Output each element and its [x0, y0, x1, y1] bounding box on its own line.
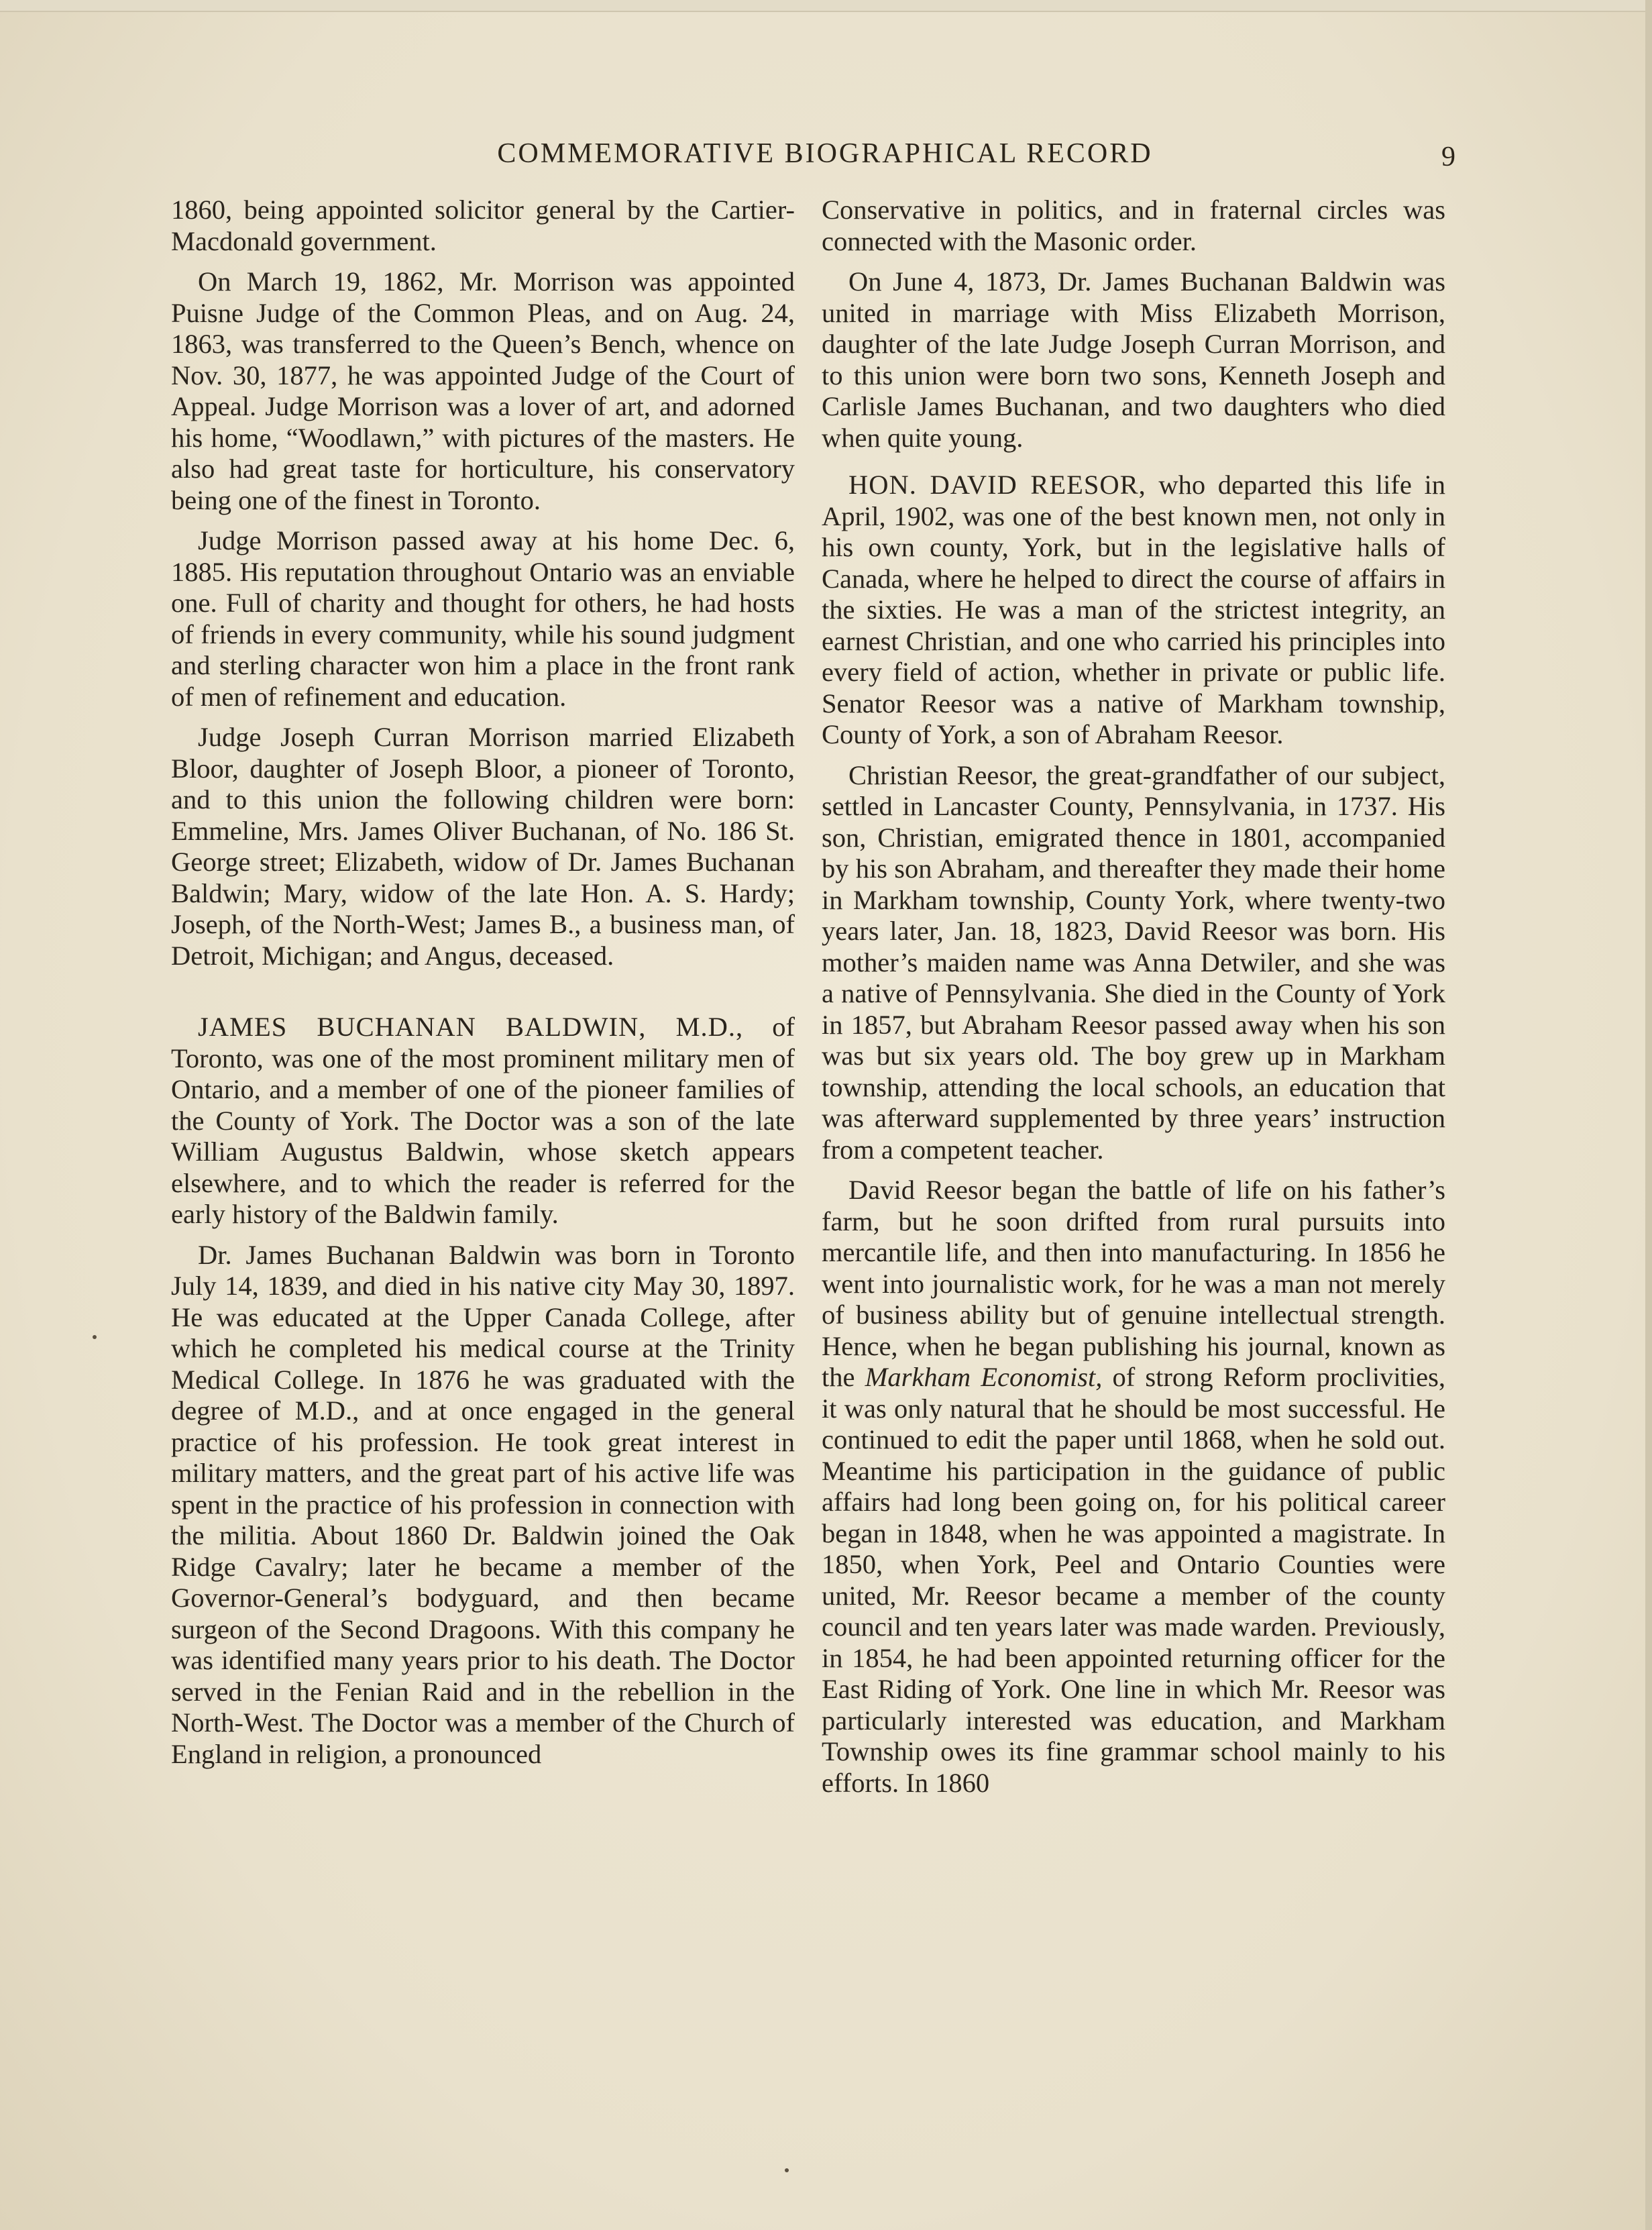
biography-heading-paragraph	[822, 470, 1445, 751]
paragraph: Judge Morrison passed away at his home Dec. 6, 1885. His reputation throughout Ontario was an enviable one. Full of charity and thought for others, he had hosts of friends in every community, while his sound judgment and sterling character won him a place in the front rank of men of refinement and education.	[171, 525, 795, 712]
right-column	[822, 195, 1445, 1808]
page-number: 9	[1441, 142, 1455, 172]
running-header: COMMEMORATIVE BIOGRAPHICAL RECORD	[497, 138, 1153, 169]
paragraph: On June 4, 1873, Dr. James Buchanan Baldwin was united in marriage with Miss Elizabeth Morrison, daughter of the late Judge Joseph Curran Morrison, and to this union were born two sons, Kenneth Joseph and Carlisle James Buchanan, and two daughters who died when quite young.	[822, 266, 1445, 453]
top-edge	[0, 0, 1652, 12]
scan-speck	[93, 1335, 97, 1339]
paragraph: Christian Reesor, the great-grandfather of our subject, settled in Lancaster County, Pennsylvania, in 1737. His son, Christian, emigrated thence in 1801, accompanied by his son Abraham, and thereafter they made their home in Markham township, County York, where twenty-two years later, Jan. 18, 1823, David Reesor was born. His mother’s maiden name was Anna Detwiler, and she was a native of Pennsylvania. She died in the County of York in 1857, but Abraham Reesor passed away when his son was but six years old. The boy grew up in Markham township, attending the local schools, an education that was afterward supplemented by three years’ instruction from a competent teacher.	[822, 759, 1445, 1165]
paragraph: Judge Joseph Curran Morrison married Elizabeth Bloor, daughter of Joseph Bloor, a pioneer of Toronto, and to this union the following children were born: Emmeline, Mrs. James Oliver Buchanan, of No. 186 St. George street; Elizabeth, widow of Dr. James Buchanan Baldwin; Mary, widow of the late Hon. A. S. Hardy; Joseph, of the North-West; James B., a business man, of Detroit, Michigan; and Angus, deceased.	[171, 722, 795, 971]
paragraph: 1860, being appointed solicitor general by the Cartier-Macdonald government.	[171, 195, 795, 256]
journal-title: Markham Economist,	[865, 1362, 1103, 1392]
biography-heading-paragraph	[171, 1012, 795, 1230]
scan-speck	[785, 2168, 789, 2172]
paragraph-text: of Toronto, was one of the most prominent military men of Ontario, and a member of one of the pioneer families of the County of York. The Doctor was a son of the late William Augustus Baldwin, whose sketch appears elsewhere, and to which the reader is referred for the early history of the Baldwin family.	[171, 1012, 795, 1229]
biography-name: HON. DAVID REESOR,	[848, 470, 1146, 500]
biography-name: JAMES BUCHANAN BALDWIN, M.D.,	[198, 1012, 744, 1042]
paragraph-text: who departed this life in April, 1902, was one of the best known men, not only in his own county, York, but in the legislative halls of Canada, where he helped to direct the course of affairs in the sixties. He was a man of the strictest integrity, an earnest Christian, and one who carried his principles into every field of action, whether in private or public life. Senator Reesor was a native of Markham township, County of York, a son of Abraham Reesor.	[822, 470, 1445, 749]
paragraph	[822, 1175, 1445, 1799]
paragraph: Conservative in politics, and in fraternal circles was connected with the Masonic order.	[822, 195, 1445, 256]
paragraph-text: of strong Reform proclivities, it was only natural that he should be most successful. He continued to edit the paper until 1868, when he sold out. Meantime his participation in the guidance of public affairs had long been going on, for his political career began in 1848, when he was appointed a magistrate. In 1850, when York, Peel and Ontario Counties were united, Mr. Reesor became a member of the county council and ten years later was made warden. Previously, in 1854, he had been appointed returning officer for the East Riding of York. One line in which Mr. Reesor was particularly interested was education, and Markham Township owes its fine grammar school mainly to his efforts. In 1860	[822, 1362, 1446, 1798]
paragraph-text: David Reesor began the battle of life on his father’s farm, but he soon drifted from rural pursuits into mercantile life, and then into manufacturing. In 1856 he went into journalistic work, for he was a man not merely of business ability but of genuine intellectual strength. Hence, when he began publishing his journal, known as the	[822, 1175, 1445, 1392]
left-column	[171, 195, 795, 1779]
right-edge	[1645, 0, 1652, 2230]
paragraph: Dr. James Buchanan Baldwin was born in Toronto July 14, 1839, and died in his native city May 30, 1897. He was educated at the Upper Canada College, after which he completed his medical course at the Trinity Medical College. In 1876 he was graduated with the degree of M.D., and at once engaged in the general practice of his profession. He took great interest in military matters, and the great part of his active life was spent in the practice of his profession in connection with the militia. About 1860 Dr. Baldwin joined the Oak Ridge Cavalry; later he became a member of the Governor-General’s bodyguard, and then became surgeon of the Second Dragoons. With this company he was identified many years prior to his death. The Doctor served in the Fenian Raid and in the rebellion in the North-West. The Doctor was a member of the Church of England in religion, a pronounced	[171, 1239, 795, 1769]
paragraph: On March 19, 1862, Mr. Morrison was appointed Puisne Judge of the Common Pleas, and on Aug. 24, 1863, was transferred to the Queen’s Bench, whence on Nov. 30, 1877, he was appointed Judge of the Court of Appeal. Judge Morrison was a lover of art, and adorned his home, “Woodlawn,” with pictures of the masters. He also had great taste for horticulture, his conservatory being one of the finest in Toronto.	[171, 266, 795, 515]
